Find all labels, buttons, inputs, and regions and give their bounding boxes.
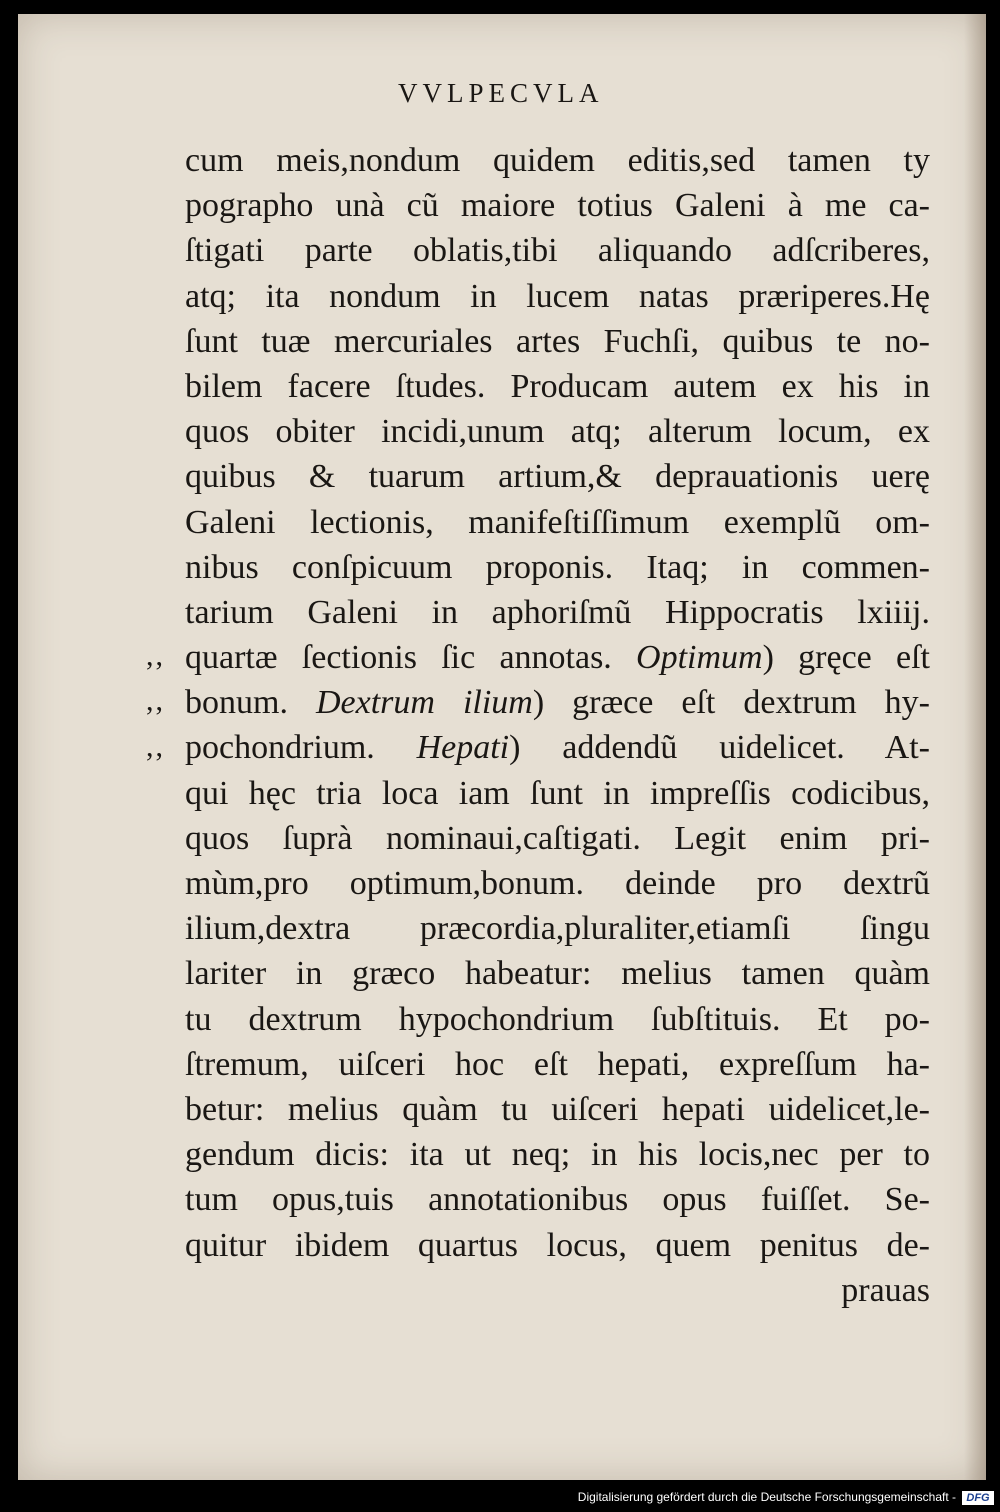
text-line [185, 635, 930, 680]
text-line-main: quartæ ſectionis ſic annotas. [185, 639, 637, 677]
text-line [185, 725, 930, 770]
text-line-main: betur: melius quàm tu uiſceri hepati uidelicet,le- [185, 1090, 930, 1128]
text-line-main: nibus conſpicuum proponis. Itaq; in commen- [185, 548, 930, 586]
dfg-logo: DFG [962, 1491, 994, 1505]
book-page [18, 14, 986, 1480]
text-line [185, 906, 930, 951]
text-line [185, 861, 930, 906]
text-line [185, 454, 930, 499]
text-line-main: atq; ita nondum in lucem natas præriperes.Hę [185, 277, 930, 315]
footer-bar [0, 1480, 1000, 1512]
text-line [185, 183, 930, 228]
text-line-main: bonum. [185, 684, 316, 722]
margin-quote-mark: ,, [146, 639, 165, 673]
text-line [185, 951, 930, 996]
text-line [185, 228, 930, 273]
text-block [185, 138, 930, 1313]
text-line [185, 1087, 930, 1132]
text-line-main: ilium,dextra præcordia,pluraliter,etiamſi ſingu [185, 910, 930, 948]
page-edge-shadow [964, 14, 986, 1480]
text-line-main: pographo unà cũ maiore totius Galeni à me ca- [185, 187, 930, 225]
text-line [185, 1223, 930, 1268]
text-line-main: quibus & tuarum artium,& deprauationis uerę [185, 458, 930, 496]
text-line-rest: ) addendũ uidelicet. At- [509, 729, 930, 767]
text-line [185, 1268, 930, 1313]
text-line-main: ſunt tuæ mercuriales artes Fuchſi, quibus te no- [185, 322, 930, 360]
text-line-main: qui hęc tria loca iam ſunt in impreſſis codicibus, [185, 774, 930, 812]
text-line [185, 500, 930, 545]
footer-credit: Digitalisierung gefördert durch die Deutsche Forschungsgemeinschaft - [577, 1490, 956, 1504]
text-line-main: Galeni lectionis, manifeſtiſſimum exemplũ om- [185, 503, 930, 541]
text-line-main: tarium Galeni in aphoriſmũ Hippocratis lxiiij. [185, 593, 930, 631]
text-line [185, 997, 930, 1042]
text-line [185, 545, 930, 590]
text-line [185, 816, 930, 861]
text-line-main: mùm,pro optimum,bonum. deinde pro dextrũ [185, 865, 930, 902]
text-line-main: lariter in græco habeatur: melius tamen quàm [185, 955, 930, 993]
text-line [185, 138, 930, 183]
text-line-main: quos obiter incidi,unum atq; alterum locum, ex [185, 413, 930, 451]
text-line-main: tu dextrum hypochondrium ſubſtituis. Et po- [185, 1000, 930, 1038]
running-head: VVLPECVLA [398, 78, 604, 108]
text-line-main: gendum dicis: ita ut neq; in his locis,nec per to [185, 1136, 930, 1174]
text-line-main: quitur ibidem quartus locus, quem penitus de- [185, 1226, 930, 1264]
text-line-rest: ) græce eſt dextrum hy- [532, 684, 930, 722]
text-line [185, 771, 930, 816]
text-line-main: bilem facere ſtudes. Producam autem ex his in [185, 367, 930, 405]
text-line [185, 364, 930, 409]
text-line-italic: Hepati [416, 729, 510, 767]
text-line-main: tum opus,tuis annotationibus opus fuiſſet. Se- [185, 1181, 930, 1219]
text-line-main: quos ſuprà nominaui,caſtigati. Legit enim pri- [185, 819, 930, 857]
text-line-rest: ) gręce eſt [762, 639, 930, 677]
text-line [185, 319, 930, 364]
text-line-main: cum meis,nondum quidem editis,sed tamen ty [185, 142, 930, 179]
text-line [185, 590, 930, 635]
margin-quote-mark: ,, [146, 684, 165, 718]
text-line-italic: Dextrum ilium [315, 684, 533, 722]
margin-quote-mark: ,, [146, 729, 165, 763]
text-line-main: ſtremum, uiſceri hoc eſt hepati, expreſſum ha- [185, 1045, 930, 1083]
text-line-main: prauas [841, 1271, 930, 1309]
text-line [185, 409, 930, 454]
text-line-main: pochondrium. [185, 729, 417, 767]
text-line-italic: Optimum [636, 639, 763, 677]
text-line [185, 1132, 930, 1177]
text-line [185, 274, 930, 319]
text-line [185, 1042, 930, 1087]
text-line [185, 680, 930, 725]
text-line-main: ſtigati parte oblatis,tibi aliquando adſcriberes, [185, 232, 930, 270]
text-line [185, 1177, 930, 1222]
